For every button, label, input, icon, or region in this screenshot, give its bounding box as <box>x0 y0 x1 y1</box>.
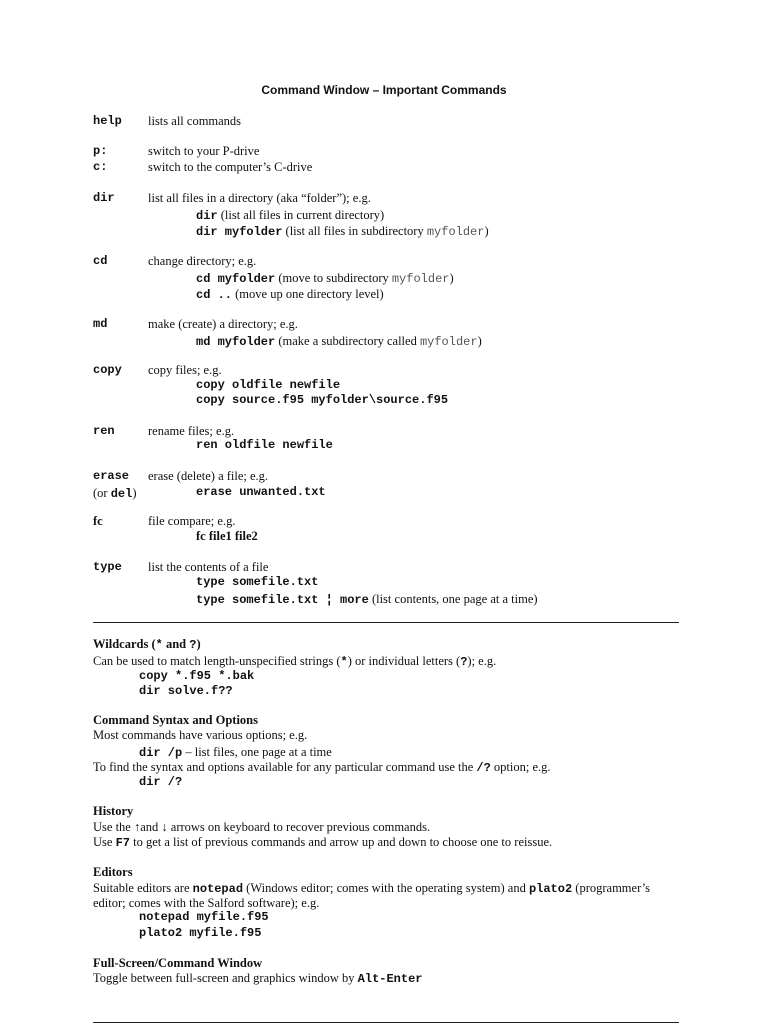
alias-text: ) <box>132 486 137 500</box>
editors-line-2: editor; comes with the Salford software); e.g. <box>93 896 320 910</box>
syntax-heading: Command Syntax and Options <box>93 713 258 727</box>
command-type: type <box>93 560 122 574</box>
example-text: ) <box>477 334 482 348</box>
wildcards-example-1: copy *.f95 *.bak <box>139 669 255 683</box>
fullscreen-heading: Full-Screen/Command Window <box>93 956 263 970</box>
syntax-description: Most commands have various options; e.g. <box>93 728 308 742</box>
c-description: switch to the computer’s C-drive <box>148 160 313 174</box>
example-code: cd myfolder <box>196 272 276 286</box>
history-heading: History <box>93 804 134 818</box>
type-example-1: type somefile.txt <box>196 575 319 589</box>
folder-name: myfolder <box>426 225 485 239</box>
syntax-example-2: dir /? <box>139 775 183 789</box>
editors-line-1: Suitable editors are notepad (Windows editor; comes with the operating system) and plato2 (programmer’s <box>93 881 651 896</box>
fc-example-1: fc file1 file2 <box>196 529 258 543</box>
command-cd: cd <box>93 254 108 268</box>
editors-example-1: notepad myfile.f95 <box>139 910 269 924</box>
folder-name: myfolder <box>419 335 478 349</box>
p-description: switch to your P-drive <box>148 144 260 158</box>
example-text: ) <box>484 224 489 238</box>
up-arrow-icon: ↑ <box>133 820 141 834</box>
example-text: (move to subdirectory <box>275 271 392 285</box>
command-md: md <box>93 317 108 331</box>
editors-example-2: plato2 myfile.f95 <box>139 926 262 940</box>
example-text: (list all files in current directory) <box>217 208 385 222</box>
example-code: type somefile.txt ¦ more <box>196 593 369 607</box>
wildcards-heading: Wildcards (* and ?) <box>93 637 201 652</box>
dir-example-1 <box>196 207 384 225</box>
cd-example-2 <box>196 286 384 304</box>
copy-example-1: copy oldfile newfile <box>196 378 341 392</box>
example-code: md myfolder <box>196 335 276 349</box>
command-ren: ren <box>93 424 115 438</box>
example-text: (make a subdirectory called <box>275 334 420 348</box>
dir-example-2 <box>196 223 489 241</box>
command-dir: dir <box>93 191 115 205</box>
type-example-2 <box>196 591 538 609</box>
page-title: Command Window – Important Commands <box>261 83 507 97</box>
fullscreen-line-1: Toggle between full-screen and graphics window by Alt-Enter <box>93 971 423 986</box>
syntax-help-line: To find the syntax and options available for any particular command use the /? option; e.g. <box>93 760 551 775</box>
help-description: lists all commands <box>148 114 242 128</box>
command-p: p: <box>93 144 108 158</box>
example-text: (list all files in subdirectory <box>282 224 427 238</box>
example-code: dir myfolder <box>196 225 283 239</box>
example-code: cd .. <box>196 288 233 302</box>
example-text: (move up one directory level) <box>232 287 384 301</box>
command-c: c: <box>93 160 108 174</box>
wildcards-example-2: dir solve.f?? <box>139 684 233 698</box>
dir-description: list all files in a directory (aka “folder”); e.g. <box>148 191 371 205</box>
copy-description: copy files; e.g. <box>148 363 222 377</box>
example-code: dir <box>196 209 218 223</box>
syntax-example-1 <box>139 744 332 761</box>
folder-name: myfolder <box>391 272 450 286</box>
fc-description: file compare; e.g. <box>148 514 236 528</box>
down-arrow-icon: ↓ <box>161 820 168 834</box>
command-erase: erase <box>93 469 130 483</box>
ren-description: rename files; e.g. <box>148 424 235 438</box>
command-help: help <box>93 114 122 128</box>
example-code: dir /p <box>139 746 183 760</box>
example-text: – list files, one page at a time <box>182 745 332 759</box>
cd-example-1 <box>196 270 454 288</box>
section-divider <box>93 622 679 623</box>
wildcards-description: Can be used to match length-unspecified strings (*) or individual letters (?); e.g. <box>93 654 497 669</box>
type-description: list the contents of a file <box>148 560 269 574</box>
erase-alias <box>93 485 136 503</box>
md-description: make (create) a directory; e.g. <box>148 317 298 331</box>
md-example-1 <box>196 333 482 351</box>
command-del: del <box>110 487 133 501</box>
example-text: (list contents, one page at a time) <box>368 592 538 606</box>
command-fc: fc <box>93 514 103 528</box>
ren-example-1: ren oldfile newfile <box>196 438 333 452</box>
command-copy: copy <box>93 363 122 377</box>
example-text: ) <box>449 271 454 285</box>
history-line-1: Use the ↑and ↓ arrows on keyboard to recover previous commands. <box>93 820 431 834</box>
cd-description: change directory; e.g. <box>148 254 257 268</box>
erase-description: erase (delete) a file; e.g. <box>148 469 269 483</box>
alias-text: (or <box>93 486 111 500</box>
editors-heading: Editors <box>93 865 133 879</box>
erase-example-1: erase unwanted.txt <box>196 485 326 499</box>
copy-example-2: copy source.f95 myfolder\source.f95 <box>196 393 449 407</box>
bottom-divider <box>93 1022 679 1023</box>
history-line-2: Use F7 to get a list of previous commands and arrow up and down to choose one to reissue. <box>93 835 553 850</box>
